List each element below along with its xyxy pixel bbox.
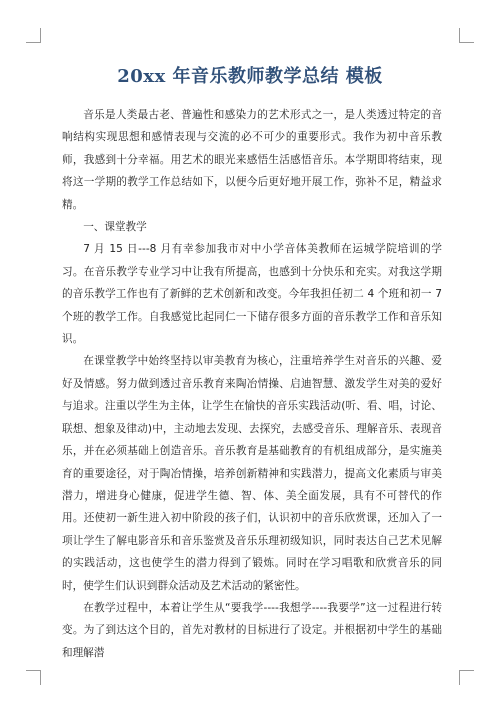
body-paragraph: 在教学过程中，本着让学生从“要我学----我想学----我要学”这一过程进行转变。为了到达这个目的，首先对教材的目标进行了设定。并根据初中学生的基础和理解潜 xyxy=(62,601,442,659)
document-body xyxy=(62,104,442,664)
document-title: 20xx 年音乐教师教学总结 模板 xyxy=(117,66,383,87)
crop-mark-top-right xyxy=(459,28,474,43)
body-paragraph: 7 月 15 日---8 月有幸参加我市对中小学音体美教师在运城学院培训的学习。在音乐教学专业学习中让我有所提高，也感到十分快乐和充实。对我这学期的音乐教学工作也有了新鲜的艺术创新和改变。今年我担任初二 4 个班和初一 7 个班的教学工作。自我感觉比起同仁一下储存很多方面的音乐教学工作和音乐知识。 xyxy=(62,243,442,346)
crop-mark-bottom-right xyxy=(459,670,474,685)
section-heading: 一、课堂教学 xyxy=(83,221,147,234)
crop-mark-bottom-left xyxy=(26,670,41,685)
body-paragraph: 在课堂教学中始终坚持以审美教育为核心，注重培养学生对音乐的兴趣、爱好及情感。努力做到透过音乐教育来陶冶情操、启迪智慧、激发学生对美的爱好与追求。注重以学生为主体，让学生在愉快的音乐实践活动(听、看、唱，讨论、联想、想象及律动)中，主动地去发现、去探究，去感受音乐、理解音乐、表现音乐，并在必须基础上创造音乐。音乐教育是基础教育的有机组成部分，是实施美育的重要途径，对于陶冶情操，培养创新精神和实践潜力，提高文化素质与审美潜力，增进身心健康，促进学生德、智、体、美全面发展，具有不可替代的作用。还使初一新生进入初中阶段的孩子们，认识初中的音乐欣赏课，还加入了一项让学生了解电影音乐和音乐鉴赏及音乐乐理初级知识，同时表达自己艺术见解的实践活动，这也使学生的潜力得到了锻炼。同时在学习唱歌和欣赏音乐的同时，使学生们认识到群众活动及艺术活动的紧密性。 xyxy=(62,355,442,592)
intro-paragraph: 音乐是人类最古老、普遍性和感染力的艺术形式之一，是人类透过特定的音响结构实现思想和感情表现与交流的必不可少的重要形式。我作为初中音乐教师，我感到十分幸福。用艺术的眼光来感悟生活感悟音乐。本学期即将结束，现将这一学期的教学工作总结如下，以便今后更好地开展工作，弥补不足，精益求精。 xyxy=(62,109,442,211)
crop-mark-top-left xyxy=(26,28,41,43)
